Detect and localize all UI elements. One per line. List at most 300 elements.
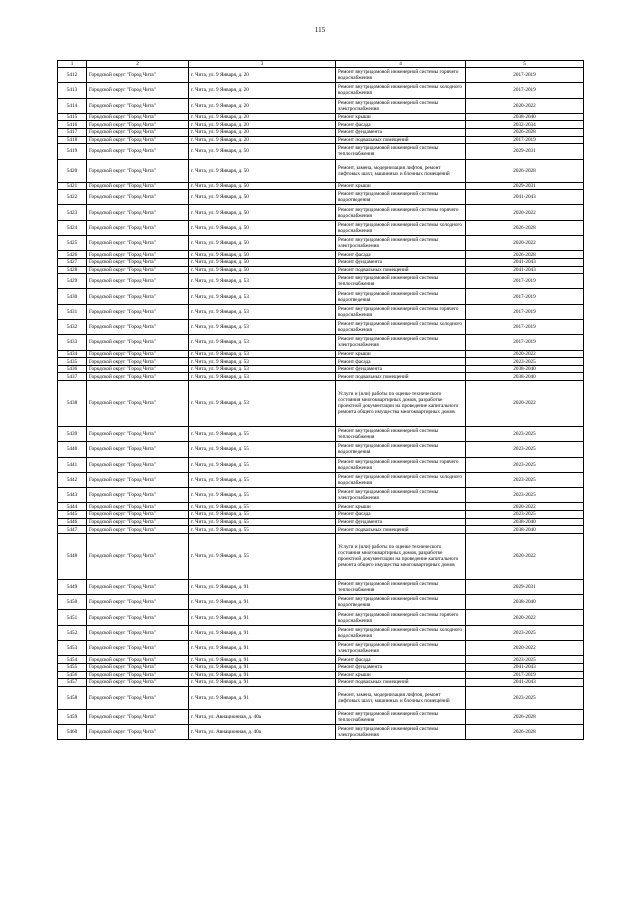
address-cell: г. Чита, ул. 9 Января, д. 55	[189, 488, 336, 503]
address-cell: г. Чита, ул. 9 Января, д. 50	[189, 251, 336, 259]
work-type-cell: Ремонт внутридомовой инженерной системы холодного водоснабжения	[336, 220, 466, 235]
work-type-cell: Ремонт подвальных помещений	[336, 136, 466, 144]
work-type-cell: Ремонт внутридомовой инженерной системы холодного водоснабжения	[336, 83, 466, 98]
period-cell: 2020-2022	[466, 533, 584, 579]
row-number: 5438	[58, 380, 87, 426]
work-type-cell: Ремонт крыши	[336, 350, 466, 358]
address-cell: г. Чита, ул. 9 Января, д. 91	[189, 656, 336, 664]
address-cell: г. Чита, ул. 9 Января, д. 20	[189, 98, 336, 113]
period-cell: 2017-2019	[466, 304, 584, 319]
address-cell: г. Чита, ул. 9 Января, д. 20	[189, 121, 336, 129]
row-number: 5448	[58, 533, 87, 579]
municipality-cell: Городской округ "Город Чита"	[87, 488, 189, 503]
work-type-cell: Ремонт внутридомовой инженерной системы водоотведения	[336, 442, 466, 457]
row-number: 5419	[58, 144, 87, 159]
row-number: 5415	[58, 113, 87, 121]
row-number: 5453	[58, 641, 87, 656]
row-number: 5433	[58, 335, 87, 350]
period-cell: 2017-2019	[466, 274, 584, 289]
municipality-cell: Городской округ "Город Чита"	[87, 380, 189, 426]
work-type-cell: Ремонт внутридомовой инженерной системы теплоснабжения	[336, 144, 466, 159]
table-row	[58, 258, 584, 266]
municipality-cell: Городской округ "Город Чита"	[87, 518, 189, 526]
municipality-cell: Городской округ "Город Чита"	[87, 679, 189, 687]
period-cell: 2029-2031	[466, 144, 584, 159]
work-type-cell: Ремонт фундамента	[336, 663, 466, 671]
municipality-cell: Городской округ "Город Чита"	[87, 159, 189, 182]
municipality-cell: Городской округ "Город Чита"	[87, 121, 189, 129]
table-row	[58, 526, 584, 534]
row-number: 5443	[58, 488, 87, 503]
table-row	[58, 190, 584, 205]
row-number: 5460	[58, 725, 87, 740]
work-type-cell: Услуги и (или) работы по оценке технического состояния многоквартирных домов, разработке проектной документации на проведение капитального ремонта общего имущества многоквартирных домов	[336, 380, 466, 426]
row-number: 5449	[58, 579, 87, 594]
table-row	[58, 595, 584, 610]
row-number: 5432	[58, 320, 87, 335]
row-number: 5451	[58, 610, 87, 625]
period-cell: 2026-2028	[466, 709, 584, 724]
work-type-cell: Ремонт подвальных помещений	[336, 526, 466, 534]
table-row	[58, 656, 584, 664]
municipality-cell: Городской округ "Город Чита"	[87, 68, 189, 83]
table-row	[58, 113, 584, 121]
period-cell: 2023-2025	[466, 488, 584, 503]
address-cell: г. Чита, ул. 9 Января, д. 53	[189, 304, 336, 319]
table-row	[58, 533, 584, 579]
address-cell: г. Чита, ул. 9 Января, д. 50	[189, 159, 336, 182]
row-number: 5442	[58, 472, 87, 487]
address-cell: г. Чита, ул. 9 Января, д. 50	[189, 205, 336, 220]
municipality-cell: Городской округ "Город Чита"	[87, 526, 189, 534]
work-type-cell: Ремонт, замена, модернизация лифтов, ремонт лифтовых шахт, машинных и блочных помещений	[336, 686, 466, 709]
row-number: 5458	[58, 686, 87, 709]
period-cell: 2029-2031	[466, 579, 584, 594]
period-cell: 2038-2040	[466, 518, 584, 526]
work-type-cell: Ремонт, замена, модернизация лифтов, ремонт лифтовых шахт, машинных и блочных помещений	[336, 159, 466, 182]
period-cell: 2017-2019	[466, 289, 584, 304]
municipality-cell: Городской округ "Город Чита"	[87, 113, 189, 121]
work-type-cell: Ремонт внутридомовой инженерной системы электроснабжения	[336, 98, 466, 113]
address-cell: г. Чита, ул. 9 Января, д. 55	[189, 511, 336, 519]
work-type-cell: Ремонт внутридомовой инженерной системы теплоснабжения	[336, 579, 466, 594]
address-cell: г. Чита, ул. 9 Января, д. 53	[189, 335, 336, 350]
address-cell: г. Чита, ул. 9 Января, д. 20	[189, 83, 336, 98]
table-row	[58, 304, 584, 319]
period-cell: 2023-2025	[466, 426, 584, 441]
row-number: 5428	[58, 266, 87, 274]
address-cell: г. Чита, ул. 9 Января, д. 53	[189, 289, 336, 304]
period-cell: 2017-2019	[466, 136, 584, 144]
row-number: 5430	[58, 289, 87, 304]
address-cell: г. Чита, ул. 9 Января, д. 55	[189, 503, 336, 511]
row-number: 5427	[58, 258, 87, 266]
row-number: 5456	[58, 671, 87, 679]
address-cell: г. Чита, ул. 9 Января, д. 55	[189, 426, 336, 441]
work-type-cell: Ремонт крыши	[336, 503, 466, 511]
municipality-cell: Городской округ "Город Чита"	[87, 236, 189, 251]
period-cell: 2038-2040	[466, 113, 584, 121]
header-col-4: 4	[336, 61, 466, 68]
row-number: 5418	[58, 136, 87, 144]
table-row	[58, 159, 584, 182]
period-cell: 2020-2022	[466, 236, 584, 251]
row-number: 5413	[58, 83, 87, 98]
work-type-cell: Ремонт фасада	[336, 358, 466, 366]
row-number: 5446	[58, 518, 87, 526]
address-cell: г. Чита, ул. Авиационная, д. 40а	[189, 709, 336, 724]
row-number: 5424	[58, 220, 87, 235]
address-cell: г. Чита, ул. 9 Января, д. 55	[189, 526, 336, 534]
table-body	[58, 61, 584, 740]
row-number: 5431	[58, 304, 87, 319]
municipality-cell: Городской округ "Город Чита"	[87, 625, 189, 640]
capital-repair-table	[57, 60, 584, 740]
work-type-cell: Ремонт внутридомовой инженерной системы теплоснабжения	[336, 274, 466, 289]
address-cell: г. Чита, ул. 9 Января, д. 55	[189, 442, 336, 457]
period-cell: 2041-2043	[466, 679, 584, 687]
municipality-cell: Городской округ "Город Чита"	[87, 533, 189, 579]
address-cell: г. Чита, ул. 9 Января, д. 91	[189, 686, 336, 709]
table-row	[58, 442, 584, 457]
municipality-cell: Городской округ "Город Чита"	[87, 641, 189, 656]
address-cell: г. Чита, ул. 9 Января, д. 53	[189, 358, 336, 366]
row-number: 5454	[58, 656, 87, 664]
header-col-1: 1	[58, 61, 87, 68]
table-row	[58, 373, 584, 381]
period-cell: 2017-2019	[466, 671, 584, 679]
address-cell: г. Чита, ул. 9 Января, д. 20	[189, 68, 336, 83]
work-type-cell: Ремонт подвальных помещений	[336, 266, 466, 274]
address-cell: г. Чита, ул. 9 Января, д. 50	[189, 266, 336, 274]
row-number: 5421	[58, 182, 87, 190]
row-number: 5422	[58, 190, 87, 205]
municipality-cell: Городской округ "Город Чита"	[87, 182, 189, 190]
municipality-cell: Городской округ "Город Чита"	[87, 686, 189, 709]
table-row	[58, 365, 584, 373]
period-cell: 2020-2022	[466, 380, 584, 426]
address-cell: г. Чита, ул. Авиационная, д. 40а	[189, 725, 336, 740]
table-header-row	[58, 61, 584, 68]
period-cell: 2038-2040	[466, 365, 584, 373]
address-cell: г. Чита, ул. 9 Января, д. 50	[189, 182, 336, 190]
address-cell: г. Чита, ул. 9 Января, д. 91	[189, 679, 336, 687]
work-type-cell: Ремонт внутридомовой инженерной системы электроснабжения	[336, 488, 466, 503]
work-type-cell: Ремонт внутридомовой инженерной системы теплоснабжения	[336, 709, 466, 724]
period-cell: 2023-2025	[466, 625, 584, 640]
address-cell: г. Чита, ул. 9 Января, д. 53	[189, 350, 336, 358]
work-type-cell: Ремонт внутридомовой инженерной системы водоотведения	[336, 190, 466, 205]
period-cell: 2020-2022	[466, 98, 584, 113]
address-cell: г. Чита, ул. 9 Января, д. 20	[189, 136, 336, 144]
municipality-cell: Городской округ "Город Чита"	[87, 709, 189, 724]
work-type-cell: Ремонт внутридомовой инженерной системы водоотведения	[336, 289, 466, 304]
address-cell: г. Чита, ул. 9 Января, д. 53	[189, 365, 336, 373]
table-row	[58, 709, 584, 724]
work-type-cell: Ремонт внутридомовой инженерной системы электроснабжения	[336, 725, 466, 740]
address-cell: г. Чита, ул. 9 Января, д. 53	[189, 373, 336, 381]
work-type-cell: Ремонт подвальных помещений	[336, 373, 466, 381]
municipality-cell: Городской округ "Город Чита"	[87, 129, 189, 137]
table-row	[58, 236, 584, 251]
page-number: 115	[314, 26, 326, 34]
work-type-cell: Ремонт внутридомовой инженерной системы электроснабжения	[336, 335, 466, 350]
municipality-cell: Городской округ "Город Чита"	[87, 457, 189, 472]
row-number: 5447	[58, 526, 87, 534]
row-number: 5420	[58, 159, 87, 182]
period-cell: 2023-2025	[466, 686, 584, 709]
table-row	[58, 129, 584, 137]
period-cell: 2017-2019	[466, 83, 584, 98]
table-row	[58, 472, 584, 487]
period-cell: 2041-2043	[466, 190, 584, 205]
table-row	[58, 274, 584, 289]
address-cell: г. Чита, ул. 9 Января, д. 50	[189, 236, 336, 251]
address-cell: г. Чита, ул. 9 Января, д. 91	[189, 610, 336, 625]
header-col-3: 3	[189, 61, 336, 68]
row-number: 5426	[58, 251, 87, 259]
table-row	[58, 182, 584, 190]
address-cell: г. Чита, ул. 9 Января, д. 91	[189, 579, 336, 594]
table-row	[58, 251, 584, 259]
work-type-cell: Ремонт внутридомовой инженерной системы электроснабжения	[336, 641, 466, 656]
municipality-cell: Городской округ "Город Чита"	[87, 595, 189, 610]
period-cell: 2020-2022	[466, 205, 584, 220]
row-number: 5436	[58, 365, 87, 373]
table-row	[58, 503, 584, 511]
row-number: 5425	[58, 236, 87, 251]
table-row	[58, 457, 584, 472]
municipality-cell: Городской округ "Город Чита"	[87, 320, 189, 335]
period-cell: 2041-2043	[466, 266, 584, 274]
period-cell: 2017-2019	[466, 320, 584, 335]
table-row	[58, 725, 584, 740]
table-row	[58, 136, 584, 144]
work-type-cell: Ремонт фундамента	[336, 258, 466, 266]
row-number: 5444	[58, 503, 87, 511]
address-cell: г. Чита, ул. 9 Января, д. 20	[189, 129, 336, 137]
municipality-cell: Городской округ "Город Чита"	[87, 274, 189, 289]
municipality-cell: Городской округ "Город Чита"	[87, 503, 189, 511]
address-cell: г. Чита, ул. 9 Января, д. 91	[189, 595, 336, 610]
address-cell: г. Чита, ул. 9 Января, д. 55	[189, 518, 336, 526]
row-number: 5412	[58, 68, 87, 83]
table-row	[58, 518, 584, 526]
work-type-cell: Ремонт внутридомовой инженерной системы теплоснабжения	[336, 426, 466, 441]
row-number: 5457	[58, 679, 87, 687]
table-row	[58, 663, 584, 671]
municipality-cell: Городской округ "Город Чита"	[87, 83, 189, 98]
municipality-cell: Городской округ "Город Чита"	[87, 671, 189, 679]
period-cell: 2038-2040	[466, 373, 584, 381]
municipality-cell: Городской округ "Город Чита"	[87, 472, 189, 487]
table-row	[58, 380, 584, 426]
work-type-cell: Ремонт фасада	[336, 656, 466, 664]
municipality-cell: Городской округ "Город Чита"	[87, 220, 189, 235]
row-number: 5435	[58, 358, 87, 366]
municipality-cell: Городской округ "Город Чита"	[87, 426, 189, 441]
municipality-cell: Городской округ "Город Чита"	[87, 98, 189, 113]
municipality-cell: Городской округ "Город Чита"	[87, 511, 189, 519]
address-cell: г. Чита, ул. 9 Января, д. 20	[189, 113, 336, 121]
row-number: 5450	[58, 595, 87, 610]
row-number: 5459	[58, 709, 87, 724]
address-cell: г. Чита, ул. 9 Января, д. 91	[189, 671, 336, 679]
table-row	[58, 641, 584, 656]
municipality-cell: Городской округ "Город Чита"	[87, 136, 189, 144]
period-cell: 2017-2019	[466, 68, 584, 83]
row-number: 5417	[58, 129, 87, 137]
work-type-cell: Ремонт внутридомовой инженерной системы холодного водоснабжения	[336, 472, 466, 487]
header-col-2: 2	[87, 61, 189, 68]
work-type-cell: Ремонт внутридомовой инженерной системы электроснабжения	[336, 236, 466, 251]
address-cell: г. Чита, ул. 9 Января, д. 50	[189, 144, 336, 159]
period-cell: 2026-2028	[466, 725, 584, 740]
address-cell: г. Чита, ул. 9 Января, д. 50	[189, 190, 336, 205]
work-type-cell: Ремонт фундамента	[336, 518, 466, 526]
municipality-cell: Городской округ "Город Чита"	[87, 725, 189, 740]
address-cell: г. Чита, ул. 9 Января, д. 91	[189, 625, 336, 640]
row-number: 5455	[58, 663, 87, 671]
period-cell: 2032-2034	[466, 121, 584, 129]
period-cell: 2026-2028	[466, 159, 584, 182]
row-number: 5437	[58, 373, 87, 381]
work-type-cell: Ремонт фасада	[336, 251, 466, 259]
work-type-cell: Ремонт внутридомовой инженерной системы водоотведения	[336, 595, 466, 610]
table-row	[58, 488, 584, 503]
work-type-cell: Ремонт фасада	[336, 511, 466, 519]
address-cell: г. Чита, ул. 9 Января, д. 55	[189, 472, 336, 487]
period-cell: 2038-2040	[466, 595, 584, 610]
municipality-cell: Городской округ "Город Чита"	[87, 358, 189, 366]
work-type-cell: Ремонт крыши	[336, 113, 466, 121]
table-row	[58, 144, 584, 159]
municipality-cell: Городской округ "Город Чита"	[87, 442, 189, 457]
municipality-cell: Городской округ "Город Чита"	[87, 365, 189, 373]
row-number: 5452	[58, 625, 87, 640]
work-type-cell: Ремонт крыши	[336, 671, 466, 679]
municipality-cell: Городской округ "Город Чита"	[87, 144, 189, 159]
work-type-cell: Ремонт внутридомовой инженерной системы горячего водоснабжения	[336, 68, 466, 83]
period-cell: 2038-2040	[466, 526, 584, 534]
row-number: 5441	[58, 457, 87, 472]
table-row	[58, 320, 584, 335]
period-cell: 2017-2019	[466, 335, 584, 350]
work-type-cell: Ремонт крыши	[336, 182, 466, 190]
period-cell: 2026-2028	[466, 220, 584, 235]
municipality-cell: Городской округ "Город Чита"	[87, 663, 189, 671]
table-row	[58, 679, 584, 687]
period-cell: 2023-2025	[466, 511, 584, 519]
address-cell: г. Чита, ул. 9 Января, д. 91	[189, 641, 336, 656]
table-row	[58, 671, 584, 679]
municipality-cell: Городской округ "Город Чита"	[87, 656, 189, 664]
table-row	[58, 426, 584, 441]
row-number: 5423	[58, 205, 87, 220]
period-cell: 2041-2043	[466, 663, 584, 671]
address-cell: г. Чита, ул. 9 Января, д. 50	[189, 220, 336, 235]
municipality-cell: Городской округ "Город Чита"	[87, 258, 189, 266]
work-type-cell: Ремонт внутридомовой инженерной системы горячего водоснабжения	[336, 205, 466, 220]
row-number: 5434	[58, 350, 87, 358]
row-number: 5445	[58, 511, 87, 519]
municipality-cell: Городской округ "Город Чита"	[87, 350, 189, 358]
table-row	[58, 350, 584, 358]
period-cell: 2023-2025	[466, 656, 584, 664]
row-number: 5440	[58, 442, 87, 457]
row-number: 5416	[58, 121, 87, 129]
table-row	[58, 579, 584, 594]
address-cell: г. Чита, ул. 9 Января, д. 53	[189, 380, 336, 426]
municipality-cell: Городской округ "Город Чита"	[87, 335, 189, 350]
municipality-cell: Городской округ "Город Чита"	[87, 190, 189, 205]
table-row	[58, 686, 584, 709]
address-cell: г. Чита, ул. 9 Января, д. 91	[189, 663, 336, 671]
work-type-cell: Услуги и (или) работы по оценке технического состояния многоквартирных домов, разработке проектной документации на проведение капитального ремонта общего имущества многоквартирных домов	[336, 533, 466, 579]
municipality-cell: Городской округ "Город Чита"	[87, 610, 189, 625]
period-cell: 2023-2025	[466, 472, 584, 487]
period-cell: 2029-2031	[466, 182, 584, 190]
table-row	[58, 335, 584, 350]
work-type-cell: Ремонт внутридомовой инженерной системы горячего водоснабжения	[336, 610, 466, 625]
table-row	[58, 289, 584, 304]
address-cell: г. Чита, ул. 9 Января, д. 50	[189, 258, 336, 266]
period-cell: 2041-2043	[466, 258, 584, 266]
period-cell: 2026-2028	[466, 251, 584, 259]
municipality-cell: Городской округ "Город Чита"	[87, 289, 189, 304]
address-cell: г. Чита, ул. 9 Января, д. 53	[189, 274, 336, 289]
work-type-cell: Ремонт внутридомовой инженерной системы холодного водоснабжения	[336, 320, 466, 335]
period-cell: 2020-2022	[466, 641, 584, 656]
period-cell: 2023-2025	[466, 358, 584, 366]
period-cell: 2023-2025	[466, 442, 584, 457]
municipality-cell: Городской округ "Город Чита"	[87, 579, 189, 594]
row-number: 5439	[58, 426, 87, 441]
municipality-cell: Городской округ "Город Чита"	[87, 373, 189, 381]
table-row	[58, 220, 584, 235]
period-cell: 2023-2025	[466, 457, 584, 472]
work-type-cell: Ремонт фасада	[336, 121, 466, 129]
table-row	[58, 610, 584, 625]
work-type-cell: Ремонт внутридомовой инженерной системы горячего водоснабжения	[336, 304, 466, 319]
table-row	[58, 68, 584, 83]
municipality-cell: Городской округ "Город Чита"	[87, 205, 189, 220]
table-row	[58, 266, 584, 274]
work-type-cell: Ремонт внутридомовой инженерной системы холодного водоснабжения	[336, 625, 466, 640]
table-row	[58, 83, 584, 98]
period-cell: 2020-2022	[466, 503, 584, 511]
table-row	[58, 358, 584, 366]
municipality-cell: Городской округ "Город Чита"	[87, 266, 189, 274]
municipality-cell: Городской округ "Город Чита"	[87, 304, 189, 319]
table-row	[58, 121, 584, 129]
header-col-5: 5	[466, 61, 584, 68]
table-row	[58, 98, 584, 113]
row-number: 5429	[58, 274, 87, 289]
work-type-cell: Ремонт внутридомовой инженерной системы горячего водоснабжения	[336, 457, 466, 472]
table-row	[58, 625, 584, 640]
period-cell: 2020-2022	[466, 350, 584, 358]
municipality-cell: Городской округ "Город Чита"	[87, 251, 189, 259]
address-cell: г. Чита, ул. 9 Января, д. 53	[189, 320, 336, 335]
work-type-cell: Ремонт подвальных помещений	[336, 679, 466, 687]
table-row	[58, 511, 584, 519]
table-row	[58, 205, 584, 220]
address-cell: г. Чита, ул. 9 Января, д. 55	[189, 457, 336, 472]
work-type-cell: Ремонт фундамента	[336, 365, 466, 373]
address-cell: г. Чита, ул. 9 Января, д. 55	[189, 533, 336, 579]
work-type-cell: Ремонт фундамента	[336, 129, 466, 137]
